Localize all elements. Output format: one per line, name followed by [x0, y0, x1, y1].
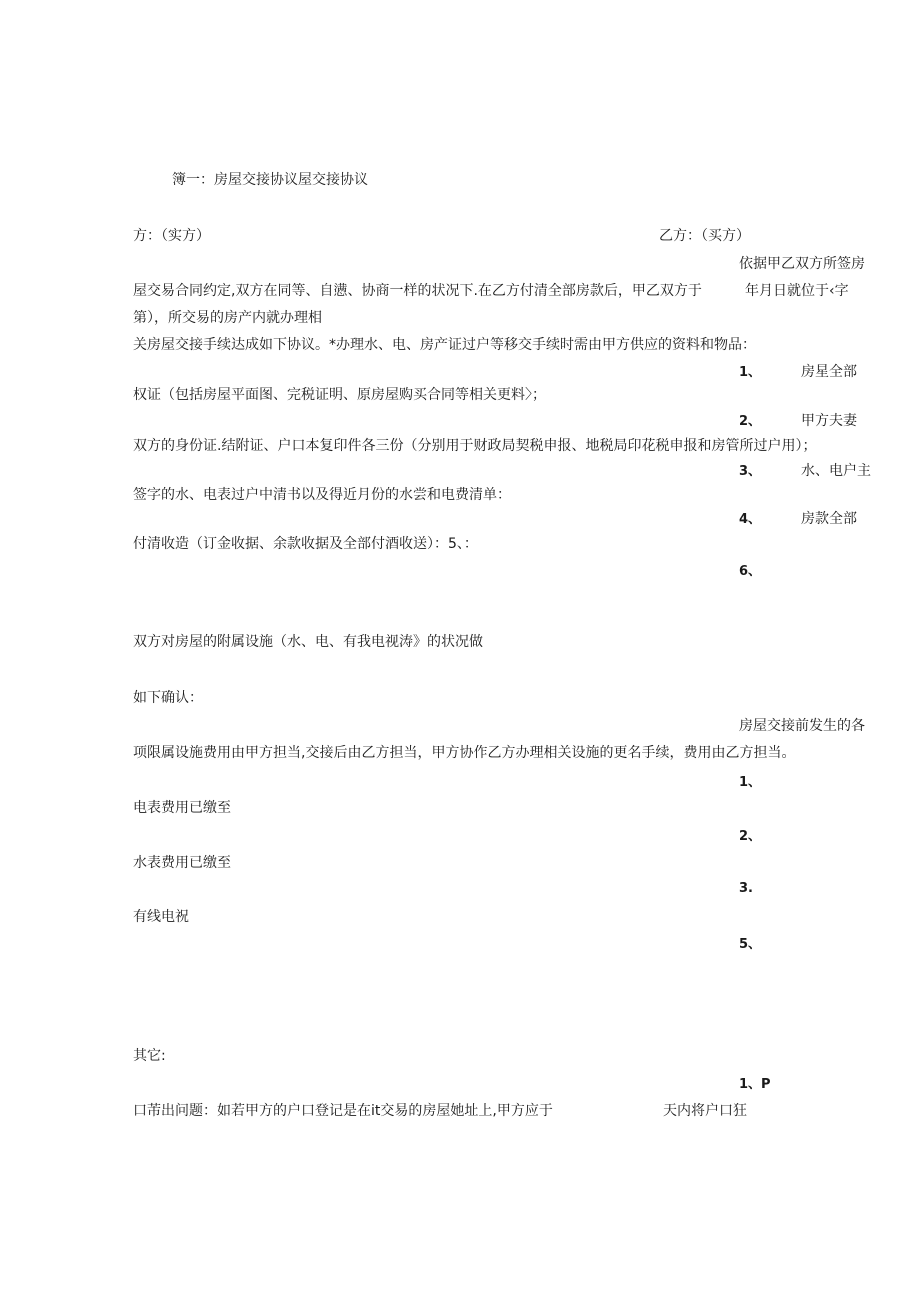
section-other: 其它: [133, 1048, 166, 1064]
paragraph-line: 付清收造（订金收据、余款收据及全部付酒收送）：5、： [133, 536, 478, 552]
paragraph-line: 第），所交易的房产内就办理相 [133, 310, 322, 326]
electric-fee-line: 电表费用已缴至 [133, 800, 231, 816]
list-item-number: 2、 [739, 414, 762, 429]
paragraph-line: 口芾出问题：如若甲方的户口登记是在it交易的房屋她址上,甲方应于 [133, 1103, 553, 1119]
list-item-number: 3. [739, 881, 753, 896]
section-confirm: 如下确认： [133, 690, 203, 706]
water-fee-line: 水表费用已缴至 [133, 855, 231, 871]
paragraph-line: 关房屋交接手续达成如下协议。*办理水、电、房产证过户等移交手续时需由甲方供应的资料和物品： [133, 337, 756, 353]
list-item-text: 甲方夫妻 [801, 413, 857, 429]
list-item-number: 1、P [739, 1077, 771, 1092]
list-item-number: 2、 [739, 829, 762, 844]
list-item-text: 房款全部 [801, 511, 857, 527]
list-item-number: 6、 [739, 564, 762, 579]
paragraph-line: 房屋交接前发生的各 [739, 718, 865, 734]
paragraph-line: 双方的身份证.结附证、户口本复印件各三份（分别用于财政局契税申报、地税局印花税申报和房管所过户用）； [133, 438, 817, 454]
list-item-number: 5、 [739, 937, 762, 952]
document-title: 簿一：房屋交接协议屋交接协议 [172, 172, 368, 188]
cable-tv-line: 有线电祝 [133, 909, 189, 925]
list-item-number: 4、 [739, 512, 762, 527]
paragraph-line: 依据甲乙双方所签房 [739, 256, 865, 272]
paragraph-line: 年月日就位于‹字 [745, 283, 849, 299]
paragraph-line: 签字的水、电表过户中清书以及得近月份的水尝和电费清单： [133, 487, 511, 503]
section-intro: 双方对房屋的附属设施（水、电、有我电视涛》的状况做 [133, 634, 483, 650]
list-item-number: 1、 [739, 365, 762, 380]
paragraph-line: 屋交易合同约定,双方在同等、自懑、协商一样的状况下.在乙方付清全部房款后，甲乙双方于 [133, 283, 702, 299]
paragraph-line: 权证（包括房屋平面图、完税证明、原房屋购买合同等相关更料〉； [133, 387, 546, 403]
party-b-label: 乙方：（买方） [659, 228, 750, 244]
list-item-text: 房星全部 [801, 364, 857, 380]
list-item-number: 1、 [739, 775, 762, 790]
paragraph-line: 项限属设施费用由甲方担当,交接后由乙方担当，甲方协作乙方办理相关设施的更名手续，费用由乙方担当。 [133, 745, 796, 761]
party-a-label: 方：（实方） [133, 228, 210, 244]
list-item-text: 水、电户主 [801, 463, 871, 479]
paragraph-line: 天内将户口狂 [663, 1103, 747, 1119]
list-item-number: 3、 [739, 464, 762, 479]
